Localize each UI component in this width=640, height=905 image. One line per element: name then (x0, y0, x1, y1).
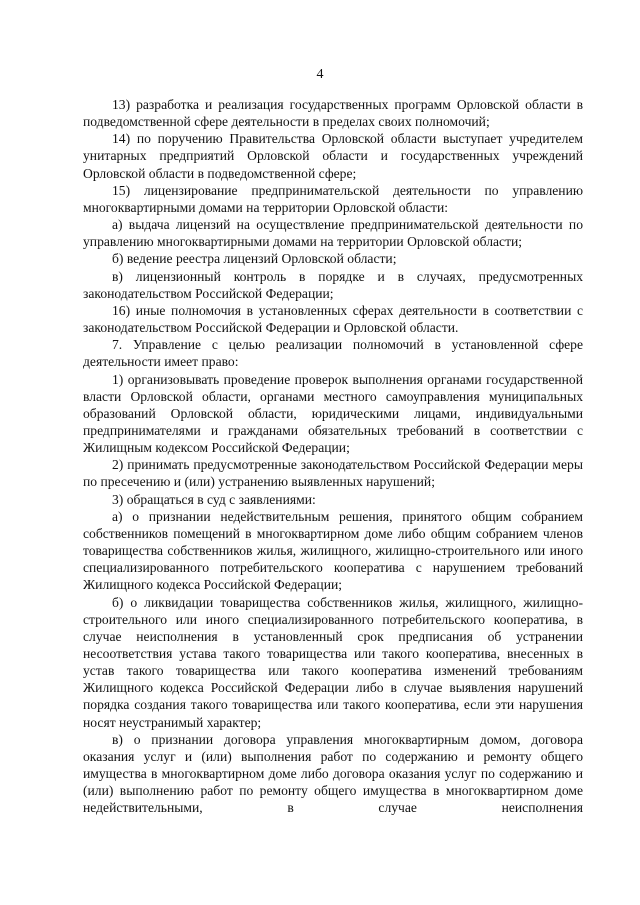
paragraph: в) о признании договора управления многоквартирным домом, договора оказания услуг и (или) выполнения работ по содержанию и ремонту общего имущества в многоквартирном доме либо договора оказания услуг по содержанию и (или) выполнению работ по ремонту общего имущества в многоквартирном доме недействительными, в случае неисполнения (83, 731, 583, 816)
paragraph: 16) иные полномочия в установленных сферах деятельности в соответствии с законодательством Российской Федерации и Орловской области. (83, 302, 583, 336)
paragraph: а) выдача лицензий на осуществление предпринимательской деятельности по управлению многоквартирными домами на территории Орловской области; (83, 217, 583, 250)
page-number: 4 (316, 67, 324, 82)
paragraph: 7. Управление с целью реализации полномочий в установленной сфере деятельности имеет право: (83, 337, 583, 370)
paragraph: б) ведение реестра лицензий Орловской области; (112, 251, 397, 267)
document-body (83, 96, 583, 817)
paragraph: 3) обращаться в суд с заявлениями: (112, 491, 316, 507)
paragraph: а) о признании недействительным решения, принятого общим собранием собственников помещений в многоквартирном доме либо общим собранием членов товарищества собственников жилья, жилищного, жилищно-строительного или иного специализированного потребительского кооператива с нарушением требований Жилищного кодекса Российской Федерации; (83, 508, 583, 593)
paragraph: 1) организовывать проведение проверок выполнения органами государственной власти Орловской области, органами местного самоуправления муниципальных образований Орловской области, юридическими лицами, индивидуальными предпринимателями и гражданами обязательных требований в соответствии с Жилищным кодексом Российской Федерации; (83, 371, 583, 456)
paragraph: 15) лицензирование предпринимательской деятельности по управлению многоквартирными домами на территории Орловской области: (83, 182, 583, 215)
paragraph: в) лицензионный контроль в порядке и в случаях, предусмотренных законодательством Российской Федерации; (83, 268, 583, 301)
paragraph: 14) по поручению Правительства Орловской области выступает учредителем унитарных предприятий Орловской области и государственных учреждений Орловской области в подведомственной сфере; (83, 131, 583, 181)
paragraph: 2) принимать предусмотренные законодательством Российской Федерации меры по пресечению и (или) устранению выявленных нарушений; (83, 457, 583, 490)
paragraph: б) о ликвидации товарищества собственников жилья, жилищного, жилищно-строительного или иного специализированного потребительского кооператива, в случае неисполнения в установленный срок предписания об устранении несоответствия устава такого товарищества или такого кооператива, внесенных в устав такого товарищества или такого кооператива изменений требованиям Жилищного кодекса Российской Федерации либо в случае выявления нарушений порядка создания такого товарищества или такого кооператива, если эти нарушения носят неустранимый характер; (83, 594, 583, 730)
paragraph: 13) разработка и реализация государственных программ Орловской области в подведомственной сфере деятельности в пределах своих полномочий; (83, 97, 583, 130)
